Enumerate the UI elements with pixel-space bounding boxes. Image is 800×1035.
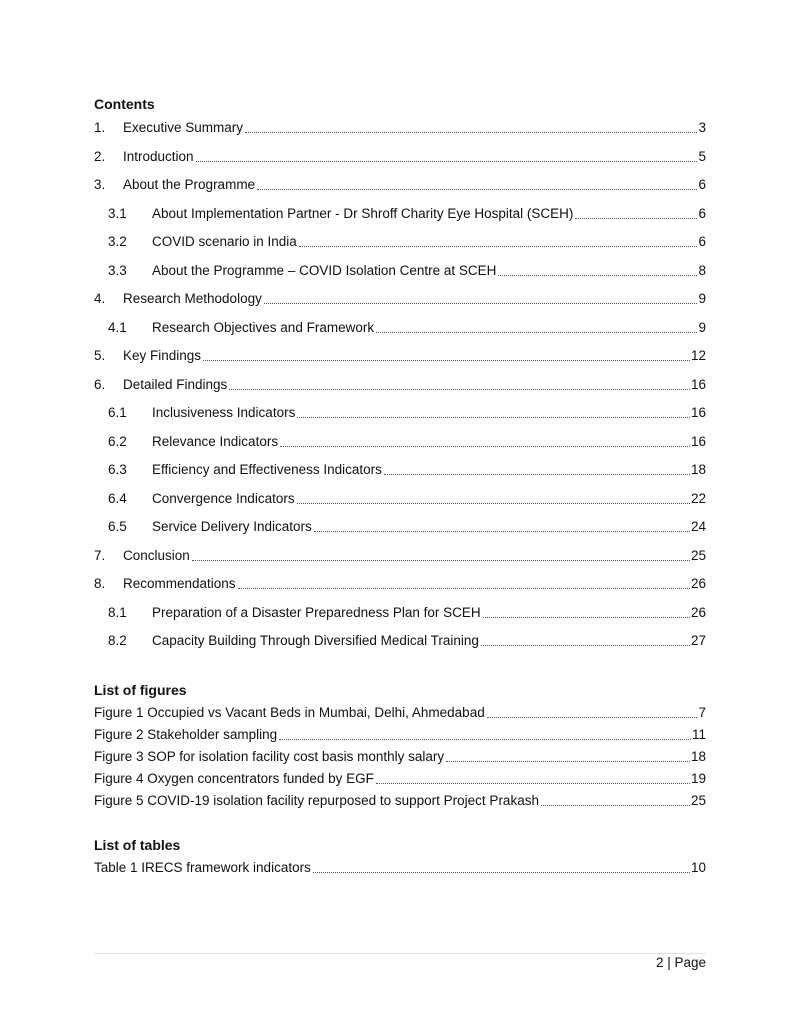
toc-entry-title: About the Programme (123, 177, 256, 192)
dot-leader (376, 332, 697, 333)
tables-heading: List of tables (94, 837, 181, 853)
figure-entry[interactable] (94, 747, 706, 765)
dot-leader (481, 645, 690, 646)
dot-leader (483, 617, 690, 618)
toc-subentry[interactable] (108, 403, 706, 421)
toc-subentry[interactable] (108, 460, 706, 478)
dot-leader (203, 360, 690, 361)
toc-entry[interactable] (94, 546, 706, 564)
figure-entry[interactable] (94, 769, 706, 787)
toc-entry-title: Introduction (123, 149, 194, 164)
toc-entry-page: 6 (698, 177, 706, 192)
toc-entry-number: 8.2 (108, 633, 127, 648)
toc-entry[interactable] (94, 574, 706, 592)
toc-subentry[interactable] (108, 517, 706, 535)
dot-leader (376, 783, 690, 784)
toc-subentry[interactable] (108, 204, 706, 222)
toc-entry-number: 5. (94, 348, 106, 363)
dot-leader (498, 275, 697, 276)
dot-leader (314, 531, 690, 532)
page-number: 2 (655, 955, 664, 970)
dot-leader (196, 161, 698, 162)
toc-entry-page: 26 (690, 576, 706, 591)
page-label: Page (674, 955, 706, 970)
toc-subentry[interactable] (108, 432, 706, 450)
dot-leader (192, 560, 690, 561)
dot-leader (279, 739, 691, 740)
toc-entry-number: 6.1 (108, 405, 127, 420)
figure-entry-title: Figure 5 COVID-19 isolation facility repurposed to support Project Prakash (94, 793, 539, 808)
toc-entry-page: 24 (690, 519, 706, 534)
toc-entry-page: 9 (698, 320, 706, 335)
toc-entry-page: 27 (690, 633, 706, 648)
toc-entry-title: Inclusiveness Indicators (152, 405, 296, 420)
toc-entry-number: 3. (94, 177, 106, 192)
dot-leader (384, 474, 690, 475)
toc-entry-number: 3.1 (108, 206, 127, 221)
toc-subentry[interactable] (108, 489, 706, 507)
toc-subentry[interactable] (108, 261, 706, 279)
toc-entry-title: Key Findings (123, 348, 202, 363)
figures-heading: List of figures (94, 682, 187, 698)
dot-leader (299, 246, 698, 247)
dot-leader (313, 872, 690, 873)
dot-leader (280, 446, 690, 447)
figure-entry-page: 18 (690, 749, 706, 764)
dot-leader (297, 503, 690, 504)
contents-heading: Contents (94, 96, 155, 112)
dot-leader (245, 132, 697, 133)
toc-entry-number: 2. (94, 149, 106, 164)
dot-leader (541, 805, 690, 806)
figure-entry-title: Figure 2 Stakeholder sampling (94, 727, 278, 742)
toc-entry-page: 18 (690, 462, 706, 477)
toc-subentry[interactable] (108, 631, 706, 649)
toc-entry-number: 6.5 (108, 519, 127, 534)
toc-entry[interactable] (94, 147, 706, 165)
table-entry[interactable] (94, 858, 706, 876)
figure-entry[interactable] (94, 725, 706, 743)
toc-entry-title: About Implementation Partner - Dr Shroff Charity Eye Hospital (SCEH) (152, 206, 574, 221)
dot-leader (487, 717, 698, 718)
toc-entry-page: 3 (698, 120, 706, 135)
toc-entry-number: 6. (94, 377, 106, 392)
page-footer (656, 955, 706, 971)
toc-entry-page: 16 (690, 405, 706, 420)
toc-entry-number: 3.2 (108, 234, 127, 249)
toc-entry-title: Relevance Indicators (152, 434, 279, 449)
toc-entry-number: 6.2 (108, 434, 127, 449)
figure-entry-title: Figure 1 Occupied vs Vacant Beds in Mumbai, Delhi, Ahmedabad (94, 705, 485, 720)
toc-entry-title: Conclusion (123, 548, 190, 563)
page-separator: | (663, 955, 675, 970)
dot-leader (257, 189, 697, 190)
footer-divider (94, 953, 706, 954)
toc-entry-number: 4. (94, 291, 106, 306)
toc-entry-number: 3.3 (108, 263, 127, 278)
toc-entry[interactable] (94, 175, 706, 193)
toc-entry-title: Research Objectives and Framework (152, 320, 375, 335)
toc-entry-page: 16 (690, 434, 706, 449)
figure-entry[interactable] (94, 791, 706, 809)
figure-entry-page: 19 (690, 771, 706, 786)
toc-entry[interactable] (94, 289, 706, 307)
toc-entry[interactable] (94, 118, 706, 136)
toc-entry-page: 25 (690, 548, 706, 563)
toc-entry-page: 8 (698, 263, 706, 278)
toc-entry-title: Convergence Indicators (152, 491, 295, 506)
toc-entry-number: 8. (94, 576, 106, 591)
toc-entry-title: Efficiency and Effectiveness Indicators (152, 462, 382, 477)
dot-leader (297, 417, 690, 418)
toc-entry-page: 5 (698, 149, 706, 164)
dot-leader (238, 588, 690, 589)
figure-entry-title: Figure 3 SOP for isolation facility cost basis monthly salary (94, 749, 445, 764)
toc-entry-title: Service Delivery Indicators (152, 519, 312, 534)
toc-entry-page: 26 (690, 605, 706, 620)
toc-entry-page: 6 (698, 206, 706, 221)
dot-leader (446, 761, 690, 762)
toc-entry-page: 22 (690, 491, 706, 506)
toc-entry-title: Preparation of a Disaster Preparedness Plan for SCEH (152, 605, 481, 620)
toc-entry-page: 6 (698, 234, 706, 249)
toc-entry-title: Recommendations (123, 576, 236, 591)
toc-subentry[interactable] (108, 232, 706, 250)
figure-entry-page: 11 (691, 727, 706, 742)
table-entry-title: Table 1 IRECS framework indicators (94, 860, 311, 875)
toc-entry-page: 16 (690, 377, 706, 392)
toc-subentry[interactable] (108, 318, 706, 336)
toc-entry-title: Executive Summary (123, 120, 244, 135)
toc-entry-number: 6.4 (108, 491, 127, 506)
toc-entry-title: Research Methodology (123, 291, 262, 306)
toc-entry-title: Detailed Findings (123, 377, 228, 392)
toc-entry-title: About the Programme – COVID Isolation Centre at SCEH (152, 263, 497, 278)
figure-entry-page: 25 (690, 793, 706, 808)
toc-entry-title: Capacity Building Through Diversified Medical Training (152, 633, 479, 648)
toc-entry-number: 4.1 (108, 320, 127, 335)
toc-entry[interactable] (94, 346, 706, 364)
toc-entry[interactable] (94, 375, 706, 393)
dot-leader (575, 218, 697, 219)
dot-leader (229, 389, 690, 390)
figure-entry[interactable] (94, 703, 706, 721)
toc-entry-page: 12 (690, 348, 706, 363)
toc-entry-number: 1. (94, 120, 106, 135)
toc-entry-number: 6.3 (108, 462, 127, 477)
toc-entry-number: 7. (94, 548, 106, 563)
toc-entry-title: COVID scenario in India (152, 234, 297, 249)
figure-entry-page: 7 (698, 705, 706, 720)
figure-entry-title: Figure 4 Oxygen concentrators funded by EGF (94, 771, 374, 786)
table-entry-page: 10 (690, 860, 706, 875)
toc-entry-number: 8.1 (108, 605, 127, 620)
dot-leader (264, 303, 698, 304)
toc-subentry[interactable] (108, 603, 706, 621)
toc-entry-page: 9 (698, 291, 706, 306)
